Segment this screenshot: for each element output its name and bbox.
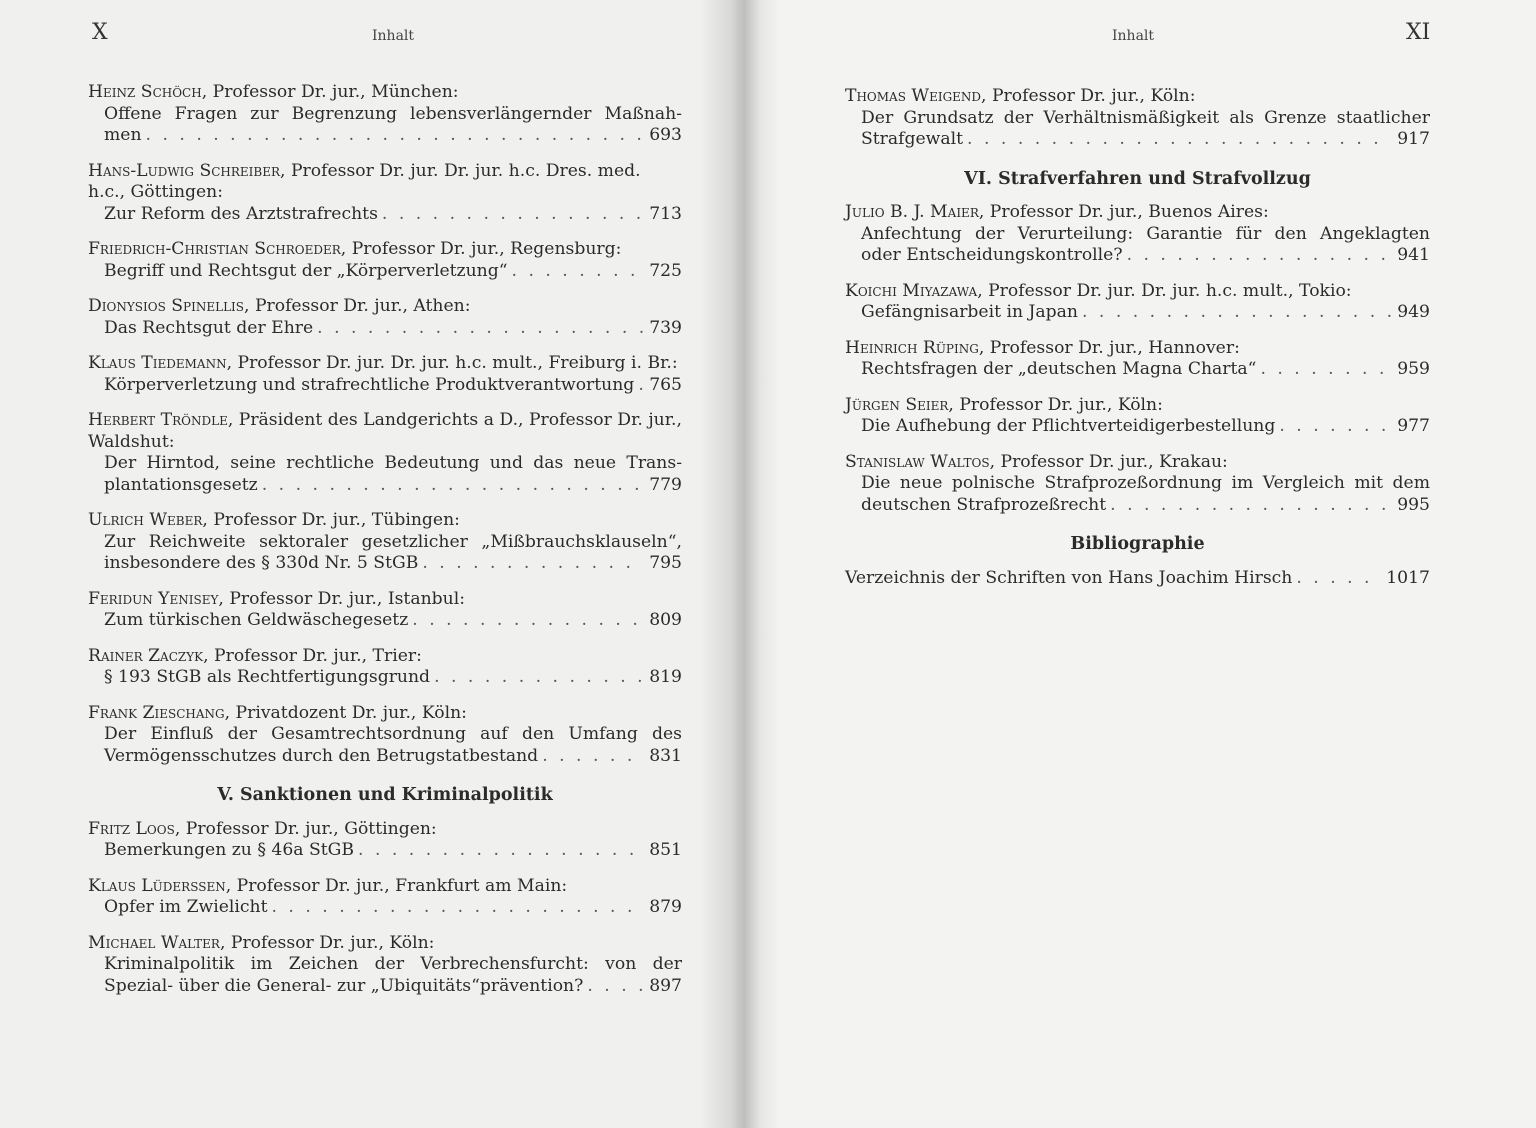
author-name: Klaus Tiedemann (88, 353, 227, 373)
entry-title: Das Rechtsgut der Ehre (104, 317, 314, 338)
toc-entry (88, 410, 682, 496)
toc-entry (88, 703, 682, 768)
author-name: Fritz Loos (88, 818, 175, 839)
entry-title: Spezial- über die General- zur „Ubiquitäts“prävention? (104, 975, 584, 996)
leader-dots (512, 261, 644, 283)
toc-list-left (88, 82, 682, 767)
entry-page-number: 809 (649, 610, 682, 630)
entry-title-line: Zur Reichweite sektoraler gesetzlicher „Mißbrauchsklauseln“, (104, 531, 682, 552)
page-number-right: XI (1406, 20, 1431, 45)
entry-author (845, 281, 1430, 303)
author-affiliation: , Professor Dr. jur., Köln: (981, 86, 1196, 106)
entry-page-number: 917 (1397, 129, 1430, 149)
leader-dots (1082, 302, 1391, 324)
entry-author (88, 410, 682, 453)
entry-title: Strafgewalt (861, 129, 964, 149)
toc-entry (88, 510, 682, 575)
entry-page-number: 959 (1397, 359, 1430, 379)
entry-page-number: 739 (649, 317, 682, 338)
entry-title-block (845, 224, 1430, 267)
entry-title: plantationsgesetz (104, 474, 258, 495)
entry-title-last-line (104, 610, 682, 632)
entry-page-number: 831 (649, 745, 682, 766)
entry-page-number: 713 (649, 203, 682, 224)
toc-entry (88, 161, 682, 226)
toc-entry (88, 82, 682, 147)
entry-title-last-line (104, 746, 682, 768)
author-affiliation: , Professor Dr. jur., Buenos Aires: (978, 202, 1269, 222)
entry-title-block (845, 473, 1430, 516)
author-name: Jürgen Seier (845, 394, 949, 415)
toc-entry (845, 395, 1430, 438)
author-affiliation: , Professor Dr. jur., Tübingen: (202, 510, 460, 530)
entry-title: Zur Reform des Arztstrafrechts (104, 203, 378, 224)
entry-title-last-line (104, 375, 682, 397)
entry-author (845, 86, 1430, 108)
toc-entry (845, 86, 1430, 151)
author-affiliation: , Professor Dr. jur., Regensburg: (340, 239, 622, 259)
entry-title-last-line (104, 976, 682, 998)
entry-page-number: 977 (1397, 416, 1430, 436)
author-name: Feridun Yenisey (88, 588, 219, 609)
entry-title-last-line (104, 897, 682, 919)
author-affiliation: , Professor Dr. jur. Dr. jur. h.c. Dres. med. h.c., Göttingen: (88, 160, 641, 202)
entry-title-last-line (861, 302, 1430, 324)
right-toc-entries (845, 86, 1430, 589)
page-number-left: X (92, 20, 108, 45)
entry-title-block (845, 302, 1430, 324)
entry-author (845, 452, 1430, 474)
leader-dots (638, 375, 643, 397)
entry-author (88, 876, 682, 898)
entry-title: Bemerkungen zu § 46a StGB (104, 840, 355, 860)
toc-entry (845, 202, 1430, 267)
entry-title: § 193 StGB als Rechtfertigungsgrund (104, 667, 431, 687)
entry-author (845, 395, 1430, 417)
toc-entry (88, 589, 682, 632)
entry-title-last-line (104, 840, 682, 862)
entry-title-last-line (861, 359, 1430, 381)
entry-title-last-line (104, 553, 682, 575)
author-name: Michael Walter (88, 932, 220, 953)
entry-author (88, 296, 682, 318)
entry-title-block (88, 104, 682, 147)
entry-author (88, 510, 682, 532)
section-heading-vi: VI. Strafverfahren und Strafvollzug (964, 168, 1311, 189)
section-heading-bibliography: Bibliographie (1070, 534, 1205, 554)
entry-title: Rechtsfragen der „deutschen Magna Charta“ (861, 359, 1257, 379)
author-affiliation: , Präsident des Landgerichts a D., Professor Dr. jur., Waldshut: (88, 410, 682, 452)
leader-dots (1279, 416, 1391, 438)
author-name: Rainer Zaczyk (88, 645, 204, 666)
entry-title-block (88, 204, 682, 226)
entry-title: Die Aufhebung der Pflichtverteidigerbestellung (861, 416, 1276, 436)
entry-title-last-line (104, 204, 682, 226)
author-name: Koichi Miyazawa (845, 280, 978, 301)
entry-author (88, 161, 682, 204)
author-name: Julio B. J. Maier (845, 202, 979, 222)
author-name: Hans-Ludwig Schreiber (88, 160, 281, 181)
entry-title-block (88, 897, 682, 919)
entry-title-last-line (861, 129, 1430, 151)
entry-title-block (88, 610, 682, 632)
toc-entry (88, 933, 682, 998)
entry-title: insbesondere des § 330d Nr. 5 StGB (104, 553, 419, 573)
author-name: Ulrich Weber (88, 510, 203, 530)
bibliography-entry (845, 568, 1430, 590)
entry-title-line: Der Grundsatz der Verhältnismäßigkeit als Grenze staatlicher (861, 107, 1430, 128)
leader-dots (434, 667, 643, 689)
author-affiliation: , Professor Dr. jur., München: (201, 82, 459, 102)
leader-dots (967, 129, 1391, 151)
leader-dots (542, 746, 643, 768)
entry-title: Gefängnisarbeit in Japan (861, 302, 1078, 322)
entry-title-block (88, 667, 682, 689)
leader-dots (1260, 359, 1391, 381)
entry-page-number: 897 (649, 975, 682, 996)
entry-title-last-line (104, 475, 682, 497)
entry-author (88, 703, 682, 725)
toc-entry (88, 819, 682, 862)
entry-title: Begriff und Rechtsgut der „Körperverletzung“ (104, 260, 508, 281)
entry-title-block (88, 840, 682, 862)
entry-page-number: 693 (649, 125, 682, 145)
leader-dots (422, 553, 643, 575)
leader-dots (1127, 245, 1392, 267)
author-name: Friedrich-Christian Schroeder (88, 239, 341, 259)
toc-list-section-v (88, 819, 682, 998)
entry-title: oder Entscheidungskontrolle? (861, 245, 1123, 265)
author-name: Herbert Tröndle (88, 410, 228, 430)
leader-dots (146, 125, 644, 147)
entry-title-last-line (861, 495, 1430, 517)
entry-title: Zum türkischen Geldwäschegesetz (104, 610, 409, 630)
entry-title-block (88, 318, 682, 340)
author-name: Heinz Schöch (88, 82, 202, 102)
entry-title-block (88, 954, 682, 997)
entry-title-block (88, 532, 682, 575)
author-name: Stanislaw Waltos (845, 451, 990, 472)
entry-title: deutschen Strafprozeßrecht (861, 494, 1107, 515)
entry-title-line: Der Einfluß der Gesamtrechtsordnung auf den Umfang des (104, 724, 682, 744)
author-affiliation: , Professor Dr. jur., Trier: (203, 645, 422, 666)
entry-title-line: Der Hirntod, seine rechtliche Bedeutung und das neue Trans- (104, 453, 682, 473)
leader-dots (317, 318, 643, 340)
author-affiliation: , Professor Dr. jur. Dr. jur. h.c. mult., Freiburg i. Br.: (226, 353, 678, 373)
entry-title-last-line (861, 416, 1430, 438)
entry-page-number: 995 (1397, 494, 1430, 515)
entry-page-number: 725 (649, 260, 682, 281)
entry-title-block (845, 108, 1430, 151)
entry-title-last-line (861, 245, 1430, 267)
entry-page-number: 941 (1397, 245, 1430, 265)
entry-title-block (845, 416, 1430, 438)
entry-title-line: Offene Fragen zur Begrenzung lebensverlängernder Maßnah- (104, 103, 682, 124)
entry-page-number: 795 (649, 553, 682, 573)
entry-page-number: 949 (1397, 302, 1430, 322)
entry-author (845, 338, 1430, 360)
author-affiliation: , Professor Dr. jur., Göttingen: (174, 818, 437, 839)
toc-entry (88, 646, 682, 689)
leader-dots (1110, 495, 1391, 517)
running-head-left: Inhalt (372, 28, 415, 44)
entry-author (88, 933, 682, 955)
entry-title-block (88, 453, 682, 496)
leader-dots (262, 475, 643, 497)
author-affiliation: , Professor Dr. jur., Athen: (244, 296, 471, 316)
author-affiliation: , Professor Dr. jur., Frankfurt am Main: (225, 875, 568, 896)
entry-page-number: 819 (649, 667, 682, 687)
leader-dots (382, 204, 643, 226)
toc-entry (845, 338, 1430, 381)
entry-author (88, 82, 682, 104)
toc-entry (845, 452, 1430, 517)
leader-dots (271, 897, 643, 919)
entry-page-number: 851 (649, 840, 682, 860)
entry-title-last-line (104, 318, 682, 340)
entry-page-number: 879 (649, 897, 682, 917)
running-head-right: Inhalt (1112, 28, 1155, 44)
entry-title-line: Kriminalpolitik im Zeichen der Verbrechensfurcht: von der (104, 954, 682, 974)
entry-page-number: 779 (649, 474, 682, 495)
toc-entry (88, 239, 682, 282)
entry-title-block (88, 261, 682, 283)
author-name: Frank Zieschang (88, 702, 225, 723)
entry-title: Körperverletzung und strafrechtliche Produktverantwortung (104, 374, 635, 395)
toc-entry (88, 353, 682, 396)
entry-page-number: 765 (649, 374, 682, 395)
leader-dots (587, 976, 643, 998)
entry-title-block (88, 724, 682, 767)
bibliography-page: 1017 (1386, 567, 1430, 588)
author-affiliation: , Professor Dr. jur. Dr. jur. h.c. mult., Tokio: (977, 280, 1352, 301)
entry-title-last-line (104, 667, 682, 689)
entry-title-line: Die neue polnische Strafprozeßordnung im Vergleich mit dem (861, 473, 1430, 493)
bibliography-title: Verzeichnis der Schriften von Hans Joachim Hirsch (845, 567, 1293, 588)
leader-dots (1296, 568, 1380, 590)
author-name: Klaus Lüderssen (88, 875, 226, 896)
author-name: Heinrich Rüping (845, 337, 979, 358)
author-affiliation: , Professor Dr. jur., Krakau: (989, 451, 1228, 472)
entry-title: Opfer im Zwielicht (104, 897, 268, 917)
author-affiliation: , Professor Dr. jur., Istanbul: (218, 588, 466, 609)
author-affiliation: , Professor Dr. jur., Köln: (948, 394, 1163, 415)
entry-author (88, 239, 682, 261)
toc-entry (88, 296, 682, 339)
entry-author (88, 646, 682, 668)
entry-author (845, 202, 1430, 224)
leader-dots (412, 610, 643, 632)
leader-dots (358, 840, 643, 862)
toc-entry (845, 281, 1430, 324)
toc-list-section-vi (845, 202, 1430, 516)
left-toc-entries (88, 82, 682, 1011)
entry-title-block (88, 375, 682, 397)
entry-title: men (104, 125, 142, 145)
toc-entry (88, 876, 682, 919)
entry-title-line: Anfechtung der Verurteilung: Garantie für den Angeklagten (861, 223, 1430, 244)
entry-author (88, 589, 682, 611)
left-page (0, 0, 740, 1128)
entry-title-last-line (104, 125, 682, 147)
section-heading-v: V. Sanktionen und Kriminalpolitik (217, 785, 553, 805)
toc-list-right (845, 86, 1430, 151)
author-affiliation: , Privatdozent Dr. jur., Köln: (224, 702, 467, 723)
author-name: Dionysios Spinellis (88, 296, 245, 316)
author-affiliation: , Professor Dr. jur., Hannover: (978, 337, 1240, 358)
entry-title-last-line (104, 261, 682, 283)
entry-title-block (845, 359, 1430, 381)
author-affiliation: , Professor Dr. jur., Köln: (219, 932, 435, 953)
entry-author (88, 353, 682, 375)
entry-author (88, 819, 682, 841)
entry-title: Vermögensschutzes durch den Betrugstatbestand (104, 745, 539, 766)
author-name: Thomas Weigend (845, 86, 982, 106)
